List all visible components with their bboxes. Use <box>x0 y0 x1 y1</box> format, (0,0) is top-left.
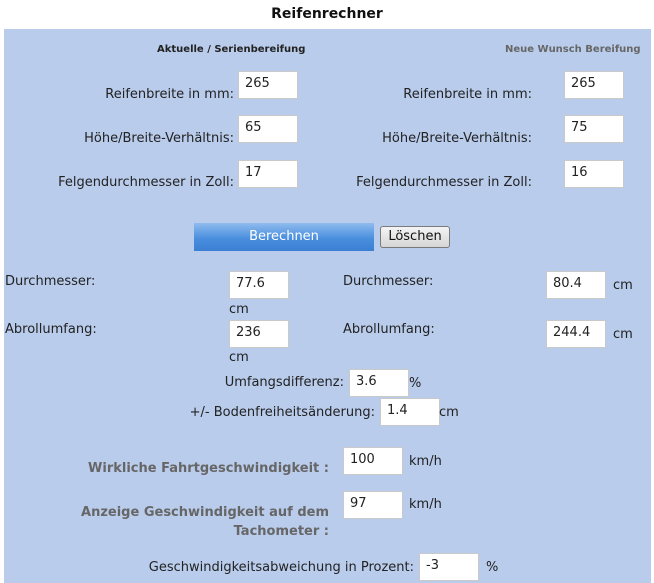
displayed-speed-input[interactable]: 97 <box>343 491 403 519</box>
ground-clearance-output[interactable]: 1.4 <box>380 398 440 426</box>
page-title: Reifenrechner <box>271 6 383 22</box>
new-width-input[interactable]: 265 <box>564 71 624 99</box>
current-diameter-unit: cm <box>229 302 249 317</box>
actual-speed-unit: km/h <box>409 454 442 469</box>
circumference-difference-label: Umfangsdifferenz: <box>224 375 344 390</box>
current-width-input[interactable]: 265 <box>238 71 298 99</box>
current-ratio-input[interactable]: 65 <box>238 115 298 143</box>
current-circumference-unit: cm <box>229 350 249 365</box>
speed-deviation-unit: % <box>486 560 499 575</box>
clear-button[interactable]: Löschen <box>380 226 450 248</box>
new-tires-header: Neue Wunsch Bereifung <box>505 44 641 55</box>
current-width-label: Reifenbreite in mm: <box>105 87 234 102</box>
displayed-speed-unit: km/h <box>409 497 442 512</box>
circumference-difference-output[interactable]: 3.6 <box>349 369 409 397</box>
new-circumference-unit: cm <box>613 327 633 342</box>
new-diameter-output[interactable]: 80.4 <box>546 271 606 299</box>
new-diameter-label: Durchmesser: <box>343 274 434 289</box>
current-tires-header: Aktuelle / Serienbereifung <box>157 44 306 55</box>
speed-deviation-output[interactable]: -3 <box>419 553 479 581</box>
current-rim-input[interactable]: 17 <box>238 160 298 188</box>
new-width-label: Reifenbreite in mm: <box>403 87 532 102</box>
current-diameter-output[interactable]: 77.6 <box>229 271 289 299</box>
current-rim-label: Felgendurchmesser in Zoll: <box>58 175 234 190</box>
actual-speed-input[interactable]: 100 <box>343 447 403 475</box>
speed-deviation-label: Geschwindigkeitsabweichung in Prozent: <box>148 560 414 575</box>
new-ratio-label: Höhe/Breite-Verhältnis: <box>382 131 532 146</box>
current-diameter-label: Durchmesser: <box>5 274 96 289</box>
new-circumference-output[interactable]: 244.4 <box>546 320 606 348</box>
current-ratio-label: Höhe/Breite-Verhältnis: <box>84 131 234 146</box>
ground-clearance-unit: cm <box>439 405 459 420</box>
displayed-speed-label-line1: Anzeige Geschwindigkeit auf dem <box>81 505 329 520</box>
new-ratio-input[interactable]: 75 <box>564 115 624 143</box>
actual-speed-label: Wirkliche Fahrtgeschwindigkeit : <box>88 461 329 476</box>
displayed-speed-label-line2: Tachometer : <box>233 524 329 539</box>
new-diameter-unit: cm <box>613 278 633 293</box>
calculate-button[interactable]: Berechnen <box>194 223 374 251</box>
calculator-panel <box>4 29 651 583</box>
new-circumference-label: Abrollumfang: <box>343 322 435 337</box>
circumference-difference-unit: % <box>409 376 422 391</box>
ground-clearance-label: +/- Bodenfreiheitsänderung: <box>189 405 375 420</box>
new-rim-label: Felgendurchmesser in Zoll: <box>356 175 532 190</box>
new-rim-input[interactable]: 16 <box>564 160 624 188</box>
current-circumference-label: Abrollumfang: <box>5 322 97 337</box>
current-circumference-output[interactable]: 236 <box>229 320 289 348</box>
